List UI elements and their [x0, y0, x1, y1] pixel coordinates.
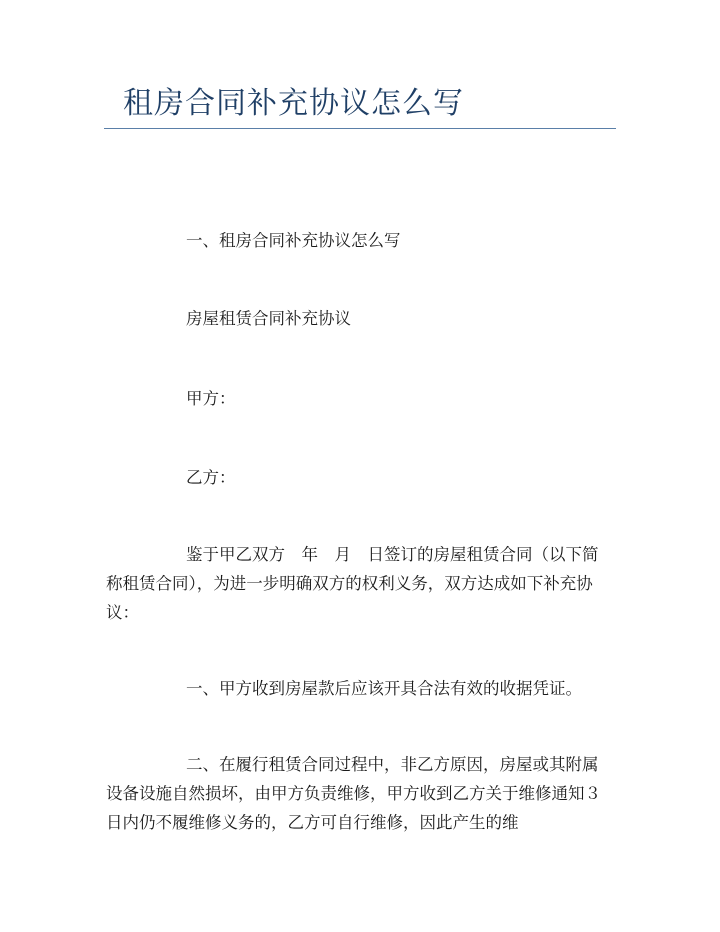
- preamble-paragraph: 鉴于甲乙双方 年 月 日签订的房屋租赁合同（以下简称租赁合同），为进一步明确双方的权利义务，双方达成如下补充协议：: [106, 545, 599, 622]
- clause-2: 二、在履行租赁合同过程中，非乙方原因，房屋或其附属设备设施自然损坏，由甲方负责维修，甲方收到乙方关于维修通知３日内仍不履维修义务的，乙方可自行维修，因此产生的维: [106, 755, 601, 832]
- clause-1: 一、甲方收到房屋款后应该开具合法有效的收据凭证。: [186, 679, 582, 698]
- title-divider: [104, 128, 616, 129]
- agreement-name: 房屋租赁合同补充协议: [186, 309, 351, 328]
- section-heading: 一、租房合同补充协议怎么写: [186, 231, 401, 250]
- party-b-label: 乙方：: [186, 468, 236, 487]
- party-a-label: 甲方：: [186, 389, 236, 408]
- document-title: 租房合同补充协议怎么写: [123, 86, 464, 121]
